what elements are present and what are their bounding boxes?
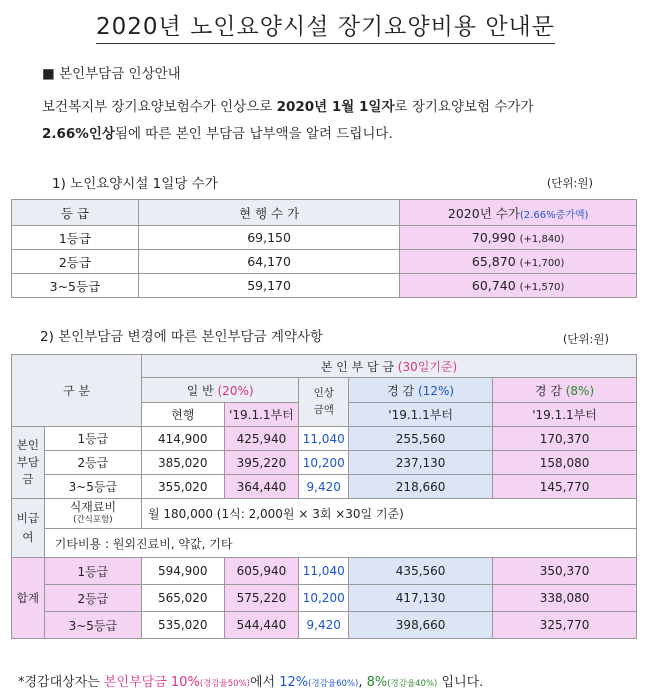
footnote-rate-60: (경감율60%) <box>308 679 359 689</box>
footnote-part: , <box>358 675 367 690</box>
diff-value: (+1,700) <box>519 258 565 269</box>
footnote-rate-40: (경감율40%) <box>387 679 438 689</box>
other-costs: 기타비용 : 원외진료비, 약값, 기타 <box>44 529 636 558</box>
general-cell: 575,220 <box>224 585 299 612</box>
intro-date: 2020년 1월 1일자 <box>276 99 395 115</box>
new-value: 70,990 <box>471 230 516 245</box>
table2-heading: 2) 본인부담금 변경에 따른 본인부담금 계약사항 <box>40 329 324 345</box>
reduce12-cell: 417,130 <box>349 585 493 612</box>
reduce8-cell: 170,370 <box>493 427 637 451</box>
daily-fee-table <box>11 199 637 298</box>
general-cell: 544,440 <box>224 612 299 639</box>
increase-cell: 11,040 <box>299 427 349 451</box>
grade-cell: 2등급 <box>44 451 141 475</box>
general-header <box>141 378 298 403</box>
table1-unit: (단위:원) <box>546 176 593 190</box>
general-label: 일 반 <box>186 383 214 398</box>
footnote-part: 입니다. <box>437 675 484 690</box>
footnote-12pct: 12% <box>279 675 309 690</box>
current-cell: 64,170 <box>138 250 400 274</box>
general-pct: (20%) <box>217 383 254 398</box>
new-value: 60,740 <box>471 278 516 293</box>
current-header: 현행 <box>141 403 224 427</box>
reduce12-cell: 218,660 <box>349 475 493 499</box>
grade-cell: 1등급 <box>44 558 141 585</box>
from-date-header: '19.1.1부터 <box>493 403 637 427</box>
intro-text-part: 보건복지부 장기요양보험수가 인상으로 <box>42 99 277 115</box>
current-cell: 69,150 <box>138 226 400 250</box>
meal-label: 식재료비 <box>69 499 117 514</box>
increase-cell: 9,420 <box>299 612 349 639</box>
grade-cell: 1등급 <box>12 226 139 250</box>
col-2020 <box>400 200 637 226</box>
meal-sub: (간식포함) <box>73 514 113 525</box>
new-cell <box>400 274 637 298</box>
general-cell: 425,940 <box>224 427 299 451</box>
group-nonpay: 비급여 <box>12 499 45 558</box>
table-row <box>12 585 637 612</box>
current-cell: 355,020 <box>141 475 224 499</box>
table-row <box>12 475 637 499</box>
col-2020-note: (2.66%증가액) <box>519 209 589 221</box>
new-cell <box>400 226 637 250</box>
reduce12-cell: 237,130 <box>349 451 493 475</box>
self-pay-header <box>141 355 636 378</box>
general-cell: 605,940 <box>224 558 299 585</box>
footnote-rate-50: (경감율50%) <box>199 679 250 689</box>
general-cell: 364,440 <box>224 475 299 499</box>
footnote-10pct: 10% <box>166 675 200 690</box>
reduce12-pct: (12%) <box>418 383 455 398</box>
meal-label-cell <box>44 499 141 529</box>
increase-cell: 9,420 <box>299 475 349 499</box>
reduce12-label: 경 감 <box>387 383 415 398</box>
footnote-part: 에서 <box>249 675 280 690</box>
col-grade: 등 급 <box>12 200 139 226</box>
new-value: 65,870 <box>471 254 516 269</box>
intro-line-1 <box>42 94 534 121</box>
group-self-pay: 본인부담금 <box>12 427 45 499</box>
reduce8-cell: 325,770 <box>493 612 637 639</box>
from-date-header: '19.1.1부터 <box>349 403 493 427</box>
increase-label-2: 금액 <box>313 404 334 416</box>
intro-rate: 2.66%인상 <box>42 126 115 142</box>
current-cell: 535,020 <box>141 612 224 639</box>
grade-cell: 3~5등급 <box>12 274 139 298</box>
intro-line-2 <box>42 121 534 148</box>
gubun-header: 구 분 <box>12 355 142 427</box>
reduce12-cell: 255,560 <box>349 427 493 451</box>
current-cell: 414,900 <box>141 427 224 451</box>
group-total: 합계 <box>12 558 45 639</box>
increase-cell: 11,040 <box>299 558 349 585</box>
reduce8-cell: 350,370 <box>493 558 637 585</box>
reduce8-pct: (8%) <box>565 383 595 398</box>
grade-cell: 1등급 <box>44 427 141 451</box>
grade-cell: 2등급 <box>44 585 141 612</box>
table-row <box>12 558 637 585</box>
current-cell: 59,170 <box>138 274 400 298</box>
reduce8-label: 경 감 <box>534 383 562 398</box>
table-row <box>12 250 637 274</box>
increase-label: 인상 <box>313 387 334 399</box>
reduce8-cell: 158,080 <box>493 451 637 475</box>
increase-cell: 10,200 <box>299 451 349 475</box>
table-row <box>12 451 637 475</box>
self-pay-note: (30일기준) <box>397 359 458 374</box>
grade-cell: 2등급 <box>12 250 139 274</box>
self-pay-table <box>11 354 637 639</box>
current-cell: 565,020 <box>141 585 224 612</box>
grade-cell: 3~5등급 <box>44 475 141 499</box>
section-heading: ■ 본인부담금 인상안내 <box>42 66 181 82</box>
footnote <box>18 671 483 690</box>
current-cell: 594,900 <box>141 558 224 585</box>
current-cell: 385,020 <box>141 451 224 475</box>
table-row <box>12 427 637 451</box>
page-title: 2020년 노인요양시설 장기요양비용 안내문 <box>0 8 651 44</box>
intro-text <box>42 94 534 148</box>
intro-text-part: 됨에 따른 본인 부담금 납부액을 알려 드립니다. <box>114 126 393 142</box>
reduce8-cell: 338,080 <box>493 585 637 612</box>
diff-value: (+1,840) <box>519 234 565 245</box>
diff-value: (+1,570) <box>519 282 565 293</box>
increase-cell: 10,200 <box>299 585 349 612</box>
general-cell: 395,220 <box>224 451 299 475</box>
table1-heading: 1) 노인요양시설 1일당 수가 <box>52 176 218 192</box>
meal-value: 월 180,000 (1식: 2,000원 × 3회 ×30일 기준) <box>141 499 636 529</box>
col-2020-label: 2020년 수가 <box>447 205 520 221</box>
new-cell <box>400 250 637 274</box>
footnote-self-pay: 본인부담금 <box>103 675 167 690</box>
self-pay-label: 본 인 부 담 금 <box>320 359 394 374</box>
table-row <box>12 274 637 298</box>
grade-cell: 3~5등급 <box>44 612 141 639</box>
footnote-part: *경감대상자는 <box>18 675 104 690</box>
reduce8-cell: 145,770 <box>493 475 637 499</box>
from-date-header: '19.1.1부터 <box>224 403 299 427</box>
intro-text-part: 로 장기요양보험 수가가 <box>394 99 534 115</box>
table-row <box>12 612 637 639</box>
reduce12-cell: 435,560 <box>349 558 493 585</box>
table2-unit: (단위:원) <box>562 332 609 346</box>
table-row <box>12 226 637 250</box>
footnote-8pct: 8% <box>366 675 388 690</box>
reduce12-header <box>349 378 493 403</box>
reduce8-header <box>493 378 637 403</box>
increase-header <box>299 378 349 427</box>
col-current: 현 행 수 가 <box>138 200 400 226</box>
reduce12-cell: 398,660 <box>349 612 493 639</box>
